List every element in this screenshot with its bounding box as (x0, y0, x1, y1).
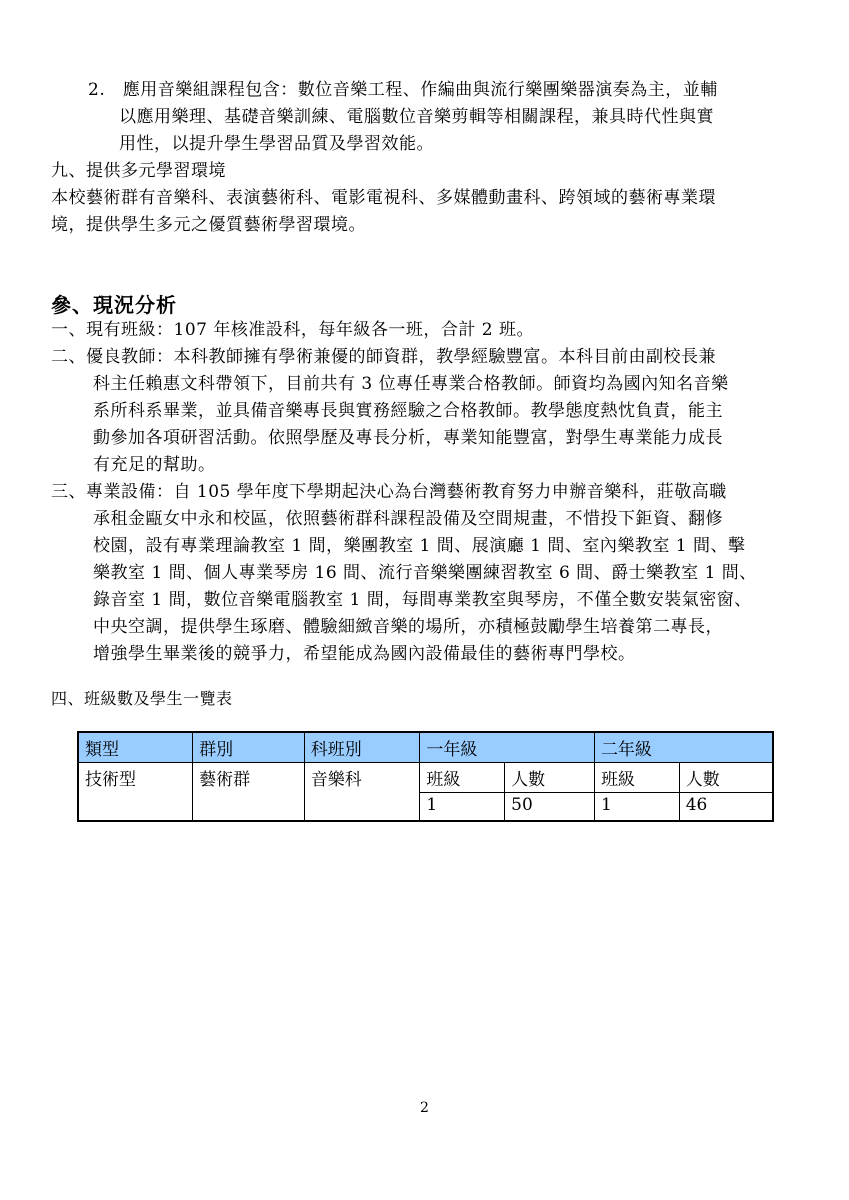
cell-dept: 音樂科 (304, 763, 420, 822)
item2-line3: 用性，以提升學生學習品質及學習效能。 (119, 134, 434, 154)
header-dept: 科班別 (304, 732, 420, 763)
cell-group: 藝術群 (193, 763, 305, 822)
header-group: 群別 (193, 732, 305, 763)
section9-line2: 境，提供學生多元之優質藝術學習環境。 (51, 215, 366, 235)
value-grade2-students: 46 (679, 793, 773, 822)
subheader-grade2-students: 人數 (679, 763, 773, 793)
para3-line5: 錄音室 1 間，數位音樂電腦教室 1 間，每間專業教室與琴房，不僅全數安裝氣密窗、 (93, 590, 752, 610)
para3-line7: 增強學生畢業後的競爭力，希望能成為國內設備最佳的藝術專門學校。 (93, 644, 636, 664)
para2-line4: 動參加各項研習活動。依照學歷及專長分析，專業知能豐富，對學生專業能力成長 (93, 428, 723, 448)
class-student-table (77, 731, 774, 822)
table-caption: 四、班級數及學生一覽表 (51, 689, 233, 708)
para1: 一、現有班級：107 年核准設科，每年級各一班，合計 2 班。 (51, 320, 534, 340)
subheader-grade1-students: 人數 (505, 763, 595, 793)
chapter-title: 參、現況分析 (51, 293, 177, 317)
para2-line2: 科主任賴惠文科帶領下，目前共有 3 位專任專業合格教師。師資均為國內知名音樂 (93, 374, 729, 394)
header-grade1: 一年級 (420, 732, 595, 763)
para3-line6: 中央空調，提供學生琢磨、體驗細緻音樂的場所，亦積極鼓勵學生培養第二專長， (93, 617, 723, 637)
page-number: 2 (420, 1100, 429, 1116)
item2-line1: 2. 應用音樂組課程包含：數位音樂工程、作編曲與流行樂團樂器演奏為主，並輔 (88, 80, 718, 100)
value-grade1-students: 50 (505, 793, 595, 822)
para2-line1: 二、優良教師：本科教師擁有學術兼優的師資群，教學經驗豐富。本科目前由副校長兼 (51, 347, 716, 367)
table-row (78, 763, 773, 793)
para2-line5: 有充足的幫助。 (93, 455, 216, 475)
subheader-grade1-classes: 班級 (420, 763, 505, 793)
cell-type: 技術型 (78, 763, 193, 822)
header-grade2: 二年級 (594, 732, 773, 763)
value-grade1-classes: 1 (420, 793, 505, 822)
para3-line4: 樂教室 1 間、個人專業琴房 16 間、流行音樂樂團練習教室 6 間、爵士樂教室 1 間、 (93, 563, 757, 583)
section9-line1: 本校藝術群有音樂科、表演藝術科、電影電視科、多媒體動畫科、跨領域的藝術專業環 (51, 188, 716, 208)
para3-line1: 三、專業設備：自 105 學年度下學期起決心為台灣藝術教育努力申辦音樂科，莊敬高職 (51, 482, 727, 502)
table-header-row (78, 732, 773, 763)
para3-line3: 校園，設有專業理論教室 1 間，樂團教室 1 間、展演廳 1 間、室內樂教室 1 間、擊 (93, 536, 746, 556)
para2-line3: 系所科系畢業，並具備音樂專長與實務經驗之合格教師。教學態度熱忱負責，能主 (93, 401, 723, 421)
para3-line2: 承租金甌女中永和校區，依照藝術群科課程設備及空間規畫，不惜投下鉅資、翻修 (93, 509, 723, 529)
subheader-grade2-classes: 班級 (594, 763, 679, 793)
section9-title: 九、提供多元學習環境 (51, 161, 226, 181)
item2-line2: 以應用樂理、基礎音樂訓練、電腦數位音樂剪輯等相關課程，兼具時代性與實 (119, 107, 714, 127)
header-type: 類型 (78, 732, 193, 763)
value-grade2-classes: 1 (594, 793, 679, 822)
